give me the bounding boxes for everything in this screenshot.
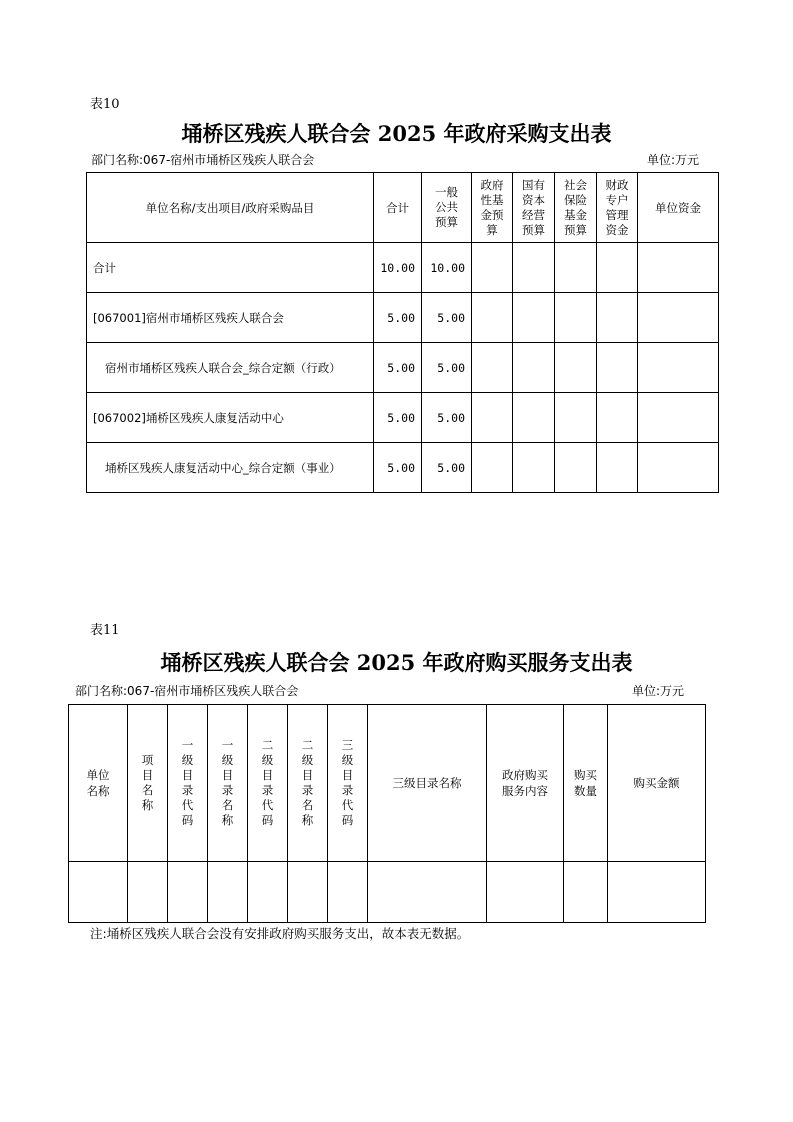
- table11-header-service-content: 政府购买服务内容: [501, 768, 548, 798]
- table11-header-level1-name: 一级目录名称: [221, 738, 234, 827]
- row-general: 10.00: [422, 243, 472, 293]
- table11-department: 部门名称:067-宿州市埇桥区残疾人联合会: [75, 684, 299, 698]
- table11-header-unit-name: 单位名称: [86, 768, 110, 798]
- row-general: 5.00: [422, 293, 472, 343]
- table10-header-state-capital: 国有资本经营预算: [522, 177, 545, 237]
- table11-title: 埇桥区残疾人联合会 2025 年政府购买服务支出表: [160, 650, 633, 675]
- row-total: 5.00: [374, 343, 422, 393]
- table11-header-level2-code: 二级目录代码: [261, 738, 274, 827]
- row-name: [067002]埇桥区残疾人康复活动中心: [87, 393, 374, 443]
- table10-header-social-insurance: 社会保险基金预算: [564, 177, 587, 237]
- table-row: [69, 862, 706, 923]
- row-general: 5.00: [422, 343, 472, 393]
- table10-header-fund-budget: 政府性基金预算: [480, 177, 504, 237]
- row-total: 5.00: [374, 443, 422, 493]
- table-row: [87, 293, 719, 343]
- table10-title: 埇桥区残疾人联合会 2025 年政府采购支出表: [181, 121, 612, 146]
- table-row: [87, 393, 719, 443]
- table-row: [87, 443, 719, 493]
- row-total: 10.00: [374, 243, 422, 293]
- table10-header-special-account: 财政专户管理资金: [605, 177, 629, 237]
- table11: [68, 704, 706, 923]
- row-total: 5.00: [374, 393, 422, 443]
- table10-department: 部门名称:067-宿州市埇桥区残疾人联合会: [91, 153, 315, 167]
- table11-header-level2-name: 二级目录名称: [301, 738, 314, 827]
- table11-label: 表11: [90, 623, 120, 638]
- table10-unit: 单位:万元: [647, 153, 700, 167]
- table10: [86, 172, 719, 493]
- table-row: [87, 243, 719, 293]
- table11-header-level3-name: 三级目录名称: [368, 705, 487, 862]
- table10-header-unit-funds: 单位资金: [638, 173, 719, 243]
- row-total: 5.00: [374, 293, 422, 343]
- table11-header-row: [69, 705, 706, 862]
- table10-header-total: 合计: [374, 173, 422, 243]
- table-row: [87, 343, 719, 393]
- table11-header-level3-code: 三级目录代码: [341, 738, 354, 827]
- row-name: 埇桥区残疾人康复活动中心_综合定额（事业）: [87, 443, 374, 493]
- row-name: [067001]宿州市埇桥区残疾人联合会: [87, 293, 374, 343]
- table11-note: 注:埇桥区残疾人联合会没有安排政府购买服务支出，故本表无数据。: [90, 926, 470, 941]
- table11-header-project-name: 项目名称: [141, 753, 154, 812]
- row-general: 5.00: [422, 393, 472, 443]
- row-general: 5.00: [422, 443, 472, 493]
- table10-label: 表10: [90, 97, 120, 112]
- table10-header-general-budget: 一般公共预算: [435, 185, 458, 229]
- table11-header-quantity: 购买数量: [573, 768, 597, 798]
- row-name: 宿州市埇桥区残疾人联合会_综合定额（行政）: [87, 343, 374, 393]
- table10-header-row: [87, 173, 719, 243]
- table10-header-name: 单位名称/支出项目/政府采购品目: [87, 173, 374, 243]
- table11-header-amount: 购买金额: [608, 705, 706, 862]
- row-name: 合计: [87, 243, 374, 293]
- table11-unit: 单位:万元: [632, 684, 685, 698]
- table11-header-level1-code: 一级目录代码: [181, 738, 194, 827]
